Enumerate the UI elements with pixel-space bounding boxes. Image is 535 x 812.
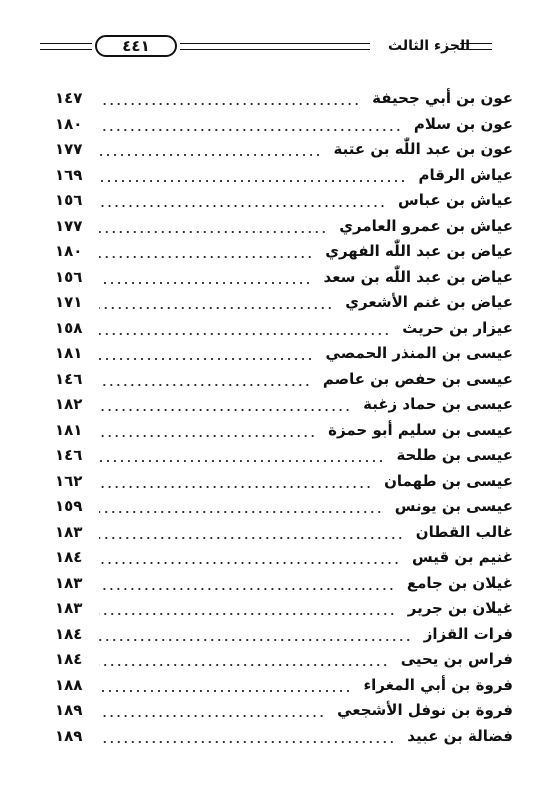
dot-leader [99, 510, 383, 514]
dot-leader [99, 332, 390, 336]
entry-name: فروة بن نوفل الأشجعي [337, 701, 513, 719]
entry-page-number: ١٧٧ [55, 216, 83, 235]
entry-page-number: ١٨٨ [55, 675, 83, 694]
header-rule-right-top [460, 43, 492, 44]
entry-name: عون بن عبد اللّٰه بن عتبة [333, 140, 513, 158]
page-number-box [95, 35, 177, 57]
entry-page-number: ١٥٦ [55, 267, 83, 286]
index-entry [55, 316, 513, 340]
header-rule-right-bottom [460, 49, 492, 50]
index-entry [55, 112, 513, 136]
dot-leader [99, 383, 311, 387]
entry-page-number: ١٦٢ [55, 471, 83, 490]
dot-leader [99, 230, 327, 234]
index-entry [55, 214, 513, 238]
entry-page-number: ١٧١ [55, 293, 83, 311]
entry-page-number: ١٨٠ [55, 242, 83, 260]
entry-name: عياش بن عمرو العامري [339, 216, 513, 235]
index-entry [55, 163, 513, 187]
index-entry [55, 367, 513, 391]
entry-name: عياش بن عباس [398, 191, 513, 209]
index-entry [55, 392, 513, 416]
index-entry [55, 418, 513, 442]
entry-page-number: ١٦٩ [55, 165, 83, 184]
dot-leader [99, 179, 407, 183]
dot-leader [99, 306, 333, 310]
dot-leader [99, 434, 316, 438]
entry-name: عيسى بن سليم أبو حمزة [328, 420, 513, 439]
header-rule-middle-top [180, 43, 370, 44]
entry-page-number: ١٨٩ [55, 726, 83, 745]
entry-name: عيسى بن يونس [394, 497, 513, 515]
entry-name: عيسى بن المنذر الحمصي [325, 344, 513, 362]
entry-page-number: ١٥٦ [55, 191, 83, 209]
dot-leader [99, 408, 351, 412]
index-entry [55, 545, 513, 569]
header-rule-left-bottom [40, 49, 92, 50]
index-entry [55, 520, 513, 544]
entry-page-number: ١٨٤ [55, 650, 83, 668]
dot-leader [99, 587, 395, 591]
entry-name: عيزار بن حريث [402, 318, 513, 337]
entry-name: فراس بن يحيى [400, 650, 513, 668]
entry-name: فضالة بن عبيد [407, 726, 513, 745]
dot-leader [99, 536, 404, 540]
index-entry [55, 341, 513, 365]
index-entry [55, 673, 513, 697]
entry-name: عيسى بن طهمان [384, 471, 513, 490]
entry-name: فروة بن أبي المغراء [363, 675, 513, 694]
entry-page-number: ١٥٨ [55, 318, 83, 337]
entry-page-number: ١٤٧ [55, 89, 83, 107]
index-entry [55, 86, 513, 110]
index-entry [55, 571, 513, 595]
entry-page-number: ١٨٤ [55, 548, 83, 566]
entry-name: فرات القزاز [423, 624, 513, 643]
entry-page-number: ١٨٩ [55, 701, 83, 719]
entry-name: عيسى بن حماد زغبة [363, 395, 513, 413]
dot-leader [99, 638, 412, 642]
dot-leader [99, 102, 360, 106]
header-rule-left-top [40, 43, 92, 44]
dot-leader [99, 714, 325, 718]
header-rule-middle-bottom [180, 49, 370, 50]
entry-page-number: ١٨٣ [55, 522, 83, 541]
entry-page-number: ١٤٦ [55, 446, 83, 464]
index-entry [55, 494, 513, 518]
entry-page-number: ١٨٣ [55, 599, 83, 617]
entry-page-number: ١٧٧ [55, 140, 83, 158]
dot-leader [99, 128, 402, 132]
entry-page-number: ١٤٦ [55, 369, 83, 388]
index-entry [55, 698, 513, 722]
index-entry [55, 188, 513, 212]
entry-name: عياض بن عبد اللّٰه بن سعد [323, 267, 513, 286]
dot-leader [99, 459, 384, 463]
entry-name: عياض بن عبد اللّٰه الفهري [325, 242, 513, 260]
page-header [40, 34, 492, 60]
entry-name: غنيم بن قيس [412, 548, 513, 566]
entry-page-number: ١٥٩ [55, 497, 83, 515]
entry-page-number: ١٨٢ [55, 395, 83, 413]
entry-name: عون بن سلام [413, 114, 513, 133]
entry-name: عياض بن غنم الأشعري [345, 293, 513, 311]
index-entry [55, 443, 513, 467]
dot-leader [99, 204, 386, 208]
dot-leader [99, 255, 313, 259]
index-entry [55, 290, 513, 314]
dot-leader [99, 153, 322, 157]
running-title: الجزء الثالث [388, 38, 470, 54]
index-entry [55, 647, 513, 671]
entry-page-number: ١٨٠ [55, 114, 83, 133]
page-number: ٤٤١ [122, 37, 150, 55]
entry-name: عون بن أبي جحيفة [372, 89, 513, 107]
entry-name: غيلان بن جرير [407, 599, 513, 617]
index-entry [55, 239, 513, 263]
dot-leader [99, 689, 351, 693]
index-entry [55, 596, 513, 620]
index-entry [55, 137, 513, 161]
entry-name: غالب القطان [415, 522, 513, 541]
dot-leader [99, 357, 314, 361]
index-entry [55, 622, 513, 646]
entry-page-number: ١٨١ [55, 344, 83, 362]
entry-page-number: ١٨١ [55, 420, 83, 439]
entry-page-number: ١٨٤ [55, 624, 83, 643]
index-entry [55, 724, 513, 748]
dot-leader [99, 561, 400, 565]
dot-leader [99, 663, 389, 667]
entry-page-number: ١٨٣ [55, 573, 83, 592]
entry-name: غيلان بن جامع [406, 573, 513, 592]
index-entry [55, 469, 513, 493]
dot-leader [99, 612, 396, 616]
index-entry [55, 265, 513, 289]
entry-name: عياش الرقام [418, 165, 513, 184]
entry-name: عيسى بن طلحة [396, 446, 513, 464]
entry-name: عيسى بن حفص بن عاصم [322, 369, 513, 388]
dot-leader [99, 281, 312, 285]
dot-leader [99, 485, 372, 489]
dot-leader [99, 740, 395, 744]
